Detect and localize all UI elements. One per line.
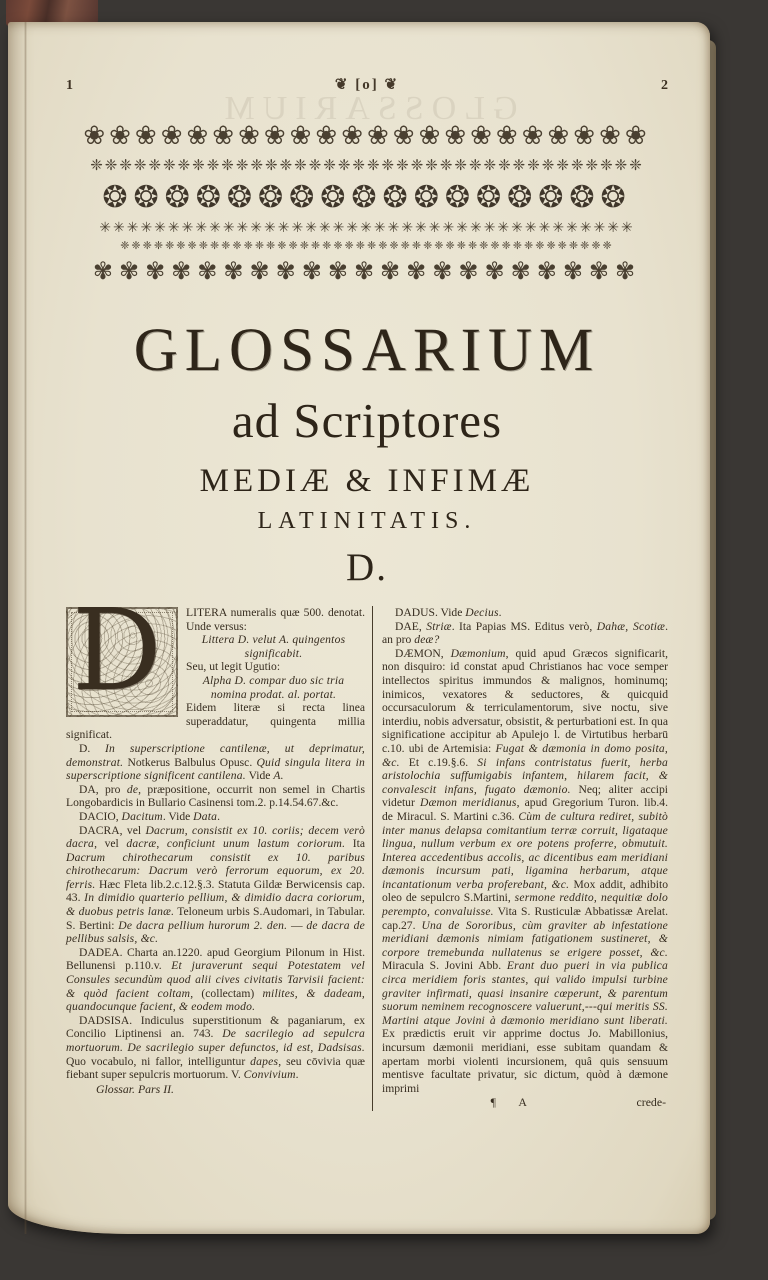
- knot-band-3: ❈❈❈❈❈❈❈❈❈❈❈❈❈❈❈❈❈❈❈❈❈❈❈❈❈❈❈❈❈❈❈❈❈❈❈❈❈❈❈❈❈❈❈❈: [120, 240, 614, 252]
- entry-paragraph: DACRA, vel Dacrum, consistit ex 10. coriis; decem verò dacra, vel dacræ, conficiunt unum lastum coriorum. Ita Dacrum chirothecarum consistit ex 10. paribus chirothecarum: Dacrum verò ferrorum equorum, ex 20. ferris. Hæc Fleta lib.2.c.12.§.3. Statuta Gildæ Berwicensis cap. 43. In dimidio quarterio pellium, & dimidio dacra coriorum, & duobus petris lanæ. Teloneum urbis S.Audomari, in Tabular. S. Bertini: De dacra pellium hurorum 2. den. — de dacra de pellibus salsis, &c.: [66, 823, 366, 946]
- folio-number-left: 1: [66, 78, 73, 93]
- interlace-band: ❂❂❂❂❂❂❂❂❂❂❂❂❂❂❂❂❂: [102, 181, 632, 214]
- page-subtitle: ad Scriptores: [231, 393, 503, 448]
- ornament-bands: [66, 116, 668, 290]
- entry-paragraph: DADSISA. Indiculus superstitionum & paganiarum, ex Concilio Liptinensi an. 743. De sacrilegio ad sepulcra mortuorum. De sacrilegio super defunctos, id est, Dadsisas. Quo vocabulo, ni fallor, intelliguntur dapes, seu cōvivia quæ fiebant super sepulcris mortuorum. V. Convivium.: [66, 1013, 366, 1082]
- show-through-text: GLOSSARIUM: [216, 90, 518, 127]
- entry-paragraph: DADUS. Vide Decius.: [395, 606, 502, 619]
- entry-paragraph: DÆMON, Dæmonium, quid apud Græcos significarit, non disquiro: id constat apud Christianos hac voce semper intellectos spiritus immundos & malignos, hominumq; inimicos, vexatores & seductores, & quicquid occursaculorum & terriculamentorum, sive noctu, sive interdiu, nobis adversatur, obsistit, & perturbationi est. In qua significatione accipitur ab Apulejo l. de Virtutibus herbarū c.10. ubi de Artemisia: Fugat & dæmonia in domo posita, &c. Et c.19.§.6. Si infans contristatus fuerit, herba aristolochia suffumigabis infantem, hilarem facit, & convalescit infans, fugato dæmonio. Neq; aliter accipi videtur Dæmon meridianus, apud Gregorium Turon. lib.4. de Miracul. S. Martini c.36. Cùm de cultura rediret, subitò inter manus delapsa comitantium terræ corruit, ligataque lingua, nullum verbum ex ore potens proferre, obmutuit. Interea accedentibus accolis, ac dicentibus eam meridiani dæmonis incursum pati, ligamina herbarum, atque incantationum verba proferebant, &c. Mox addit, adhibito oleo de sepulcro S.Martini, sermone reddito, nequitiæ dolo perempto, convaluisse. Vita S. Rusticulæ Abbatissæ Arelat. cap.27. Una de Sororibus, cùm graviter ab infestatione meridiani dæmonis nimiam fatigationem sustineret, & corpore tremebunda nullatenus se erigere posset, &c. Miracula S. Jovini Abb. Erant duo pueri in via publica circa meridiem foris stantes, qui valido impulsi turbine graviter infirmati, quasi insanire cœperunt, & parentum suorum neminem recognoscere valuerunt,---qui meritis SS. Martini atque Jovini à dæmonio meridiano sunt liberati. Ex prædictis eruit vir apprime doctus Jo. Mabillonius, incursum dæmonii meridiani, esse subitam quandam & apertam morbi violenti incursionem, quâ quis sensuum mentisve facultate privatur, sic dictum, quòd à dæmone imprimi: [382, 646, 669, 1095]
- entry-paragraph: Seu, ut legit Ugutio:: [186, 660, 281, 674]
- entry-paragraph: Alpha D. compar duo sic tria nomina prodat. al. portat.: [202, 673, 345, 701]
- page-subtitle-3: LATINITATIS.: [257, 508, 477, 534]
- entry-paragraph: LITERA numeralis quæ 500. denotat. Unde versus:: [186, 606, 365, 633]
- signature-line: Glossar. Pars II.: [96, 1081, 174, 1096]
- catchword-row: [382, 1096, 668, 1111]
- page-subtitle-2: MEDIÆ & INFIMÆ: [199, 463, 535, 499]
- entry-paragraph: DAE, Striæ. Ita Papias MS. Editus verò, Dahæ, Scotiæ. an pro deæ?: [382, 619, 668, 647]
- entry-paragraph: D. In superscriptione cantilenæ, ut deprimatur, demonstrat. Notkerus Balbulus Opusc. Quid singula litera in superscriptione significent cantilena. Vide A.: [66, 741, 366, 783]
- folio-row: [66, 72, 668, 94]
- bud-band: ✾✾✾✾✾✾✾✾✾✾✾✾✾✾✾✾✾✾✾✾✾: [92, 259, 642, 285]
- entry-paragraph: DA, pro de, præpositione, occurrit non semel in Chartis Longobardicis in Bullario Casinensi tom.2. p.14.54.67.&c.: [66, 782, 366, 810]
- dropcap-woodcut-D: [66, 586, 178, 717]
- entry-paragraph: Littera D. velut A. quingentos significabit.: [201, 633, 346, 660]
- column-right-paragraphs: [382, 606, 668, 1095]
- book-page: [8, 22, 710, 1234]
- section-letter: D.: [346, 546, 388, 589]
- page-content: [66, 52, 668, 1111]
- knot-band-1: ❈❈❈❈❈❈❈❈❈❈❈❈❈❈❈❈❈❈❈❈❈❈❈❈❈❈❈❈❈❈❈❈❈❈❈❈❈❈: [90, 158, 644, 174]
- entry-paragraph: DADEA. Charta an.1220. apud Georgium Pilonum in Hist. Bellunensi p.110.v. Et juraverunt sequi Potestatem vel Consules secundùm quod alii cives civitatis Tarvisii facient: & quòd facient coltam, (collectam) milites, & dadeam, quandocunque facient, & eodem modo.: [66, 945, 365, 1014]
- text-columns: [66, 586, 669, 1111]
- folio-number-right: 2: [660, 78, 668, 93]
- dropcap-letter: D: [72, 586, 162, 716]
- knot-band-2: ✳✳✳✳✳✳✳✳✳✳✳✳✳✳✳✳✳✳✳✳✳✳✳✳✳✳✳✳✳✳✳✳✳✳✳✳✳✳✳: [99, 221, 635, 236]
- title-block: [66, 316, 668, 590]
- column-right: [372, 606, 668, 1111]
- entry-paragraph: Eidem literæ si recta linea superaddatur, quingenta millia significat.: [66, 701, 365, 742]
- column-left: [66, 586, 372, 1111]
- header-ornament: ❦ [o] ❦: [334, 77, 400, 93]
- entry-paragraph: DACIO, Dacitum. Vide Data.: [79, 809, 221, 823]
- flower-band: ❀❀❀❀❀❀❀❀❀❀❀❀❀❀❀❀❀❀❀❀❀❀: [83, 121, 651, 150]
- catchword: crede-: [636, 1095, 666, 1110]
- page-title: GLOSSARIUM: [133, 317, 601, 384]
- gathering-signature: ¶ A: [490, 1095, 537, 1110]
